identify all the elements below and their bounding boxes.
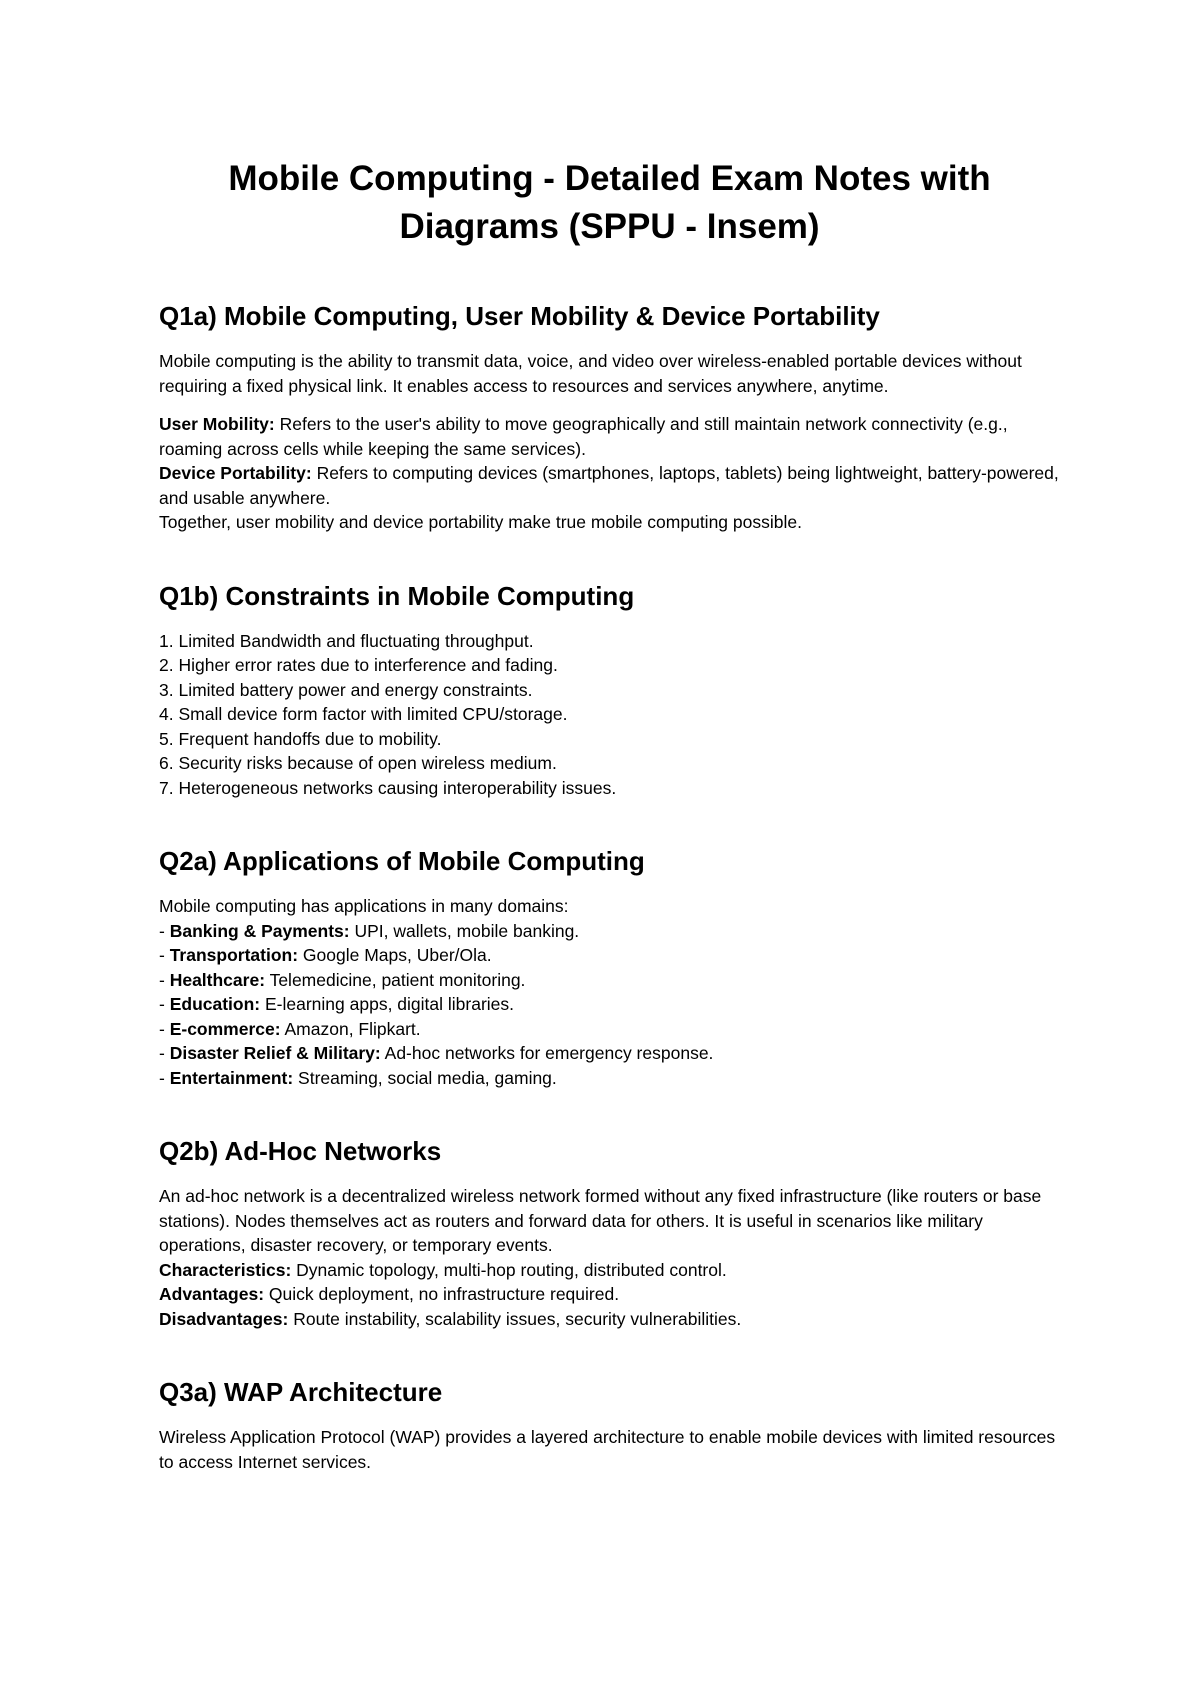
section-q2b — [159, 1134, 1060, 1331]
app-text: Ad-hoc networks for emergency response. — [380, 1043, 714, 1063]
title-line-1: Mobile Computing - Detailed Exam Notes with — [228, 159, 991, 198]
app-label: Transportation: — [169, 945, 299, 965]
advantages-text: Quick deployment, no infrastructure required. — [264, 1284, 620, 1304]
q1b-heading: Q1b) Constraints in Mobile Computing — [159, 580, 635, 611]
q1a-user-mobility — [159, 412, 1060, 461]
list-item: 1. Limited Bandwidth and fluctuating throughput. — [159, 630, 534, 651]
app-text: Google Maps, Uber/Ola. — [298, 945, 492, 965]
q3a-intro: Wireless Application Protocol (WAP) provides a layered architecture to enable mobile devices with limited resources to access Internet services. — [159, 1427, 1056, 1472]
list-item: 3. Limited battery power and energy constraints. — [159, 679, 533, 700]
list-item: - Disaster Relief & Military: Ad-hoc networks for emergency response. — [159, 1043, 714, 1063]
device-portability-label: Device Portability: — [159, 463, 312, 483]
q2b-intro: An ad-hoc network is a decentralized wireless network formed without any fixed infrastructure (like routers or base stations). Nodes themselves act as routers and forward data for others. It is useful in scenarios like military operations, disaster recovery, or temporary events. — [159, 1186, 1042, 1255]
section-q1a — [159, 299, 1060, 535]
app-label: Entertainment: — [169, 1067, 294, 1088]
characteristics-text: Dynamic topology, multi-hop routing, distributed control. — [291, 1259, 727, 1280]
q1a-intro: Mobile computing is the ability to transmit data, voice, and video over wireless-enabled portable devices without requiring a fixed physical link. It enables access to resources and services anywhere, anytime. — [159, 351, 1022, 396]
app-text: E-learning apps, digital libraries. — [260, 994, 515, 1014]
list-item: 7. Heterogeneous networks causing interoperability issues. — [159, 777, 617, 798]
q1a-heading: Q1a) Mobile Computing, User Mobility & Device Portability — [159, 301, 880, 331]
q1a-conclusion: Together, user mobility and device portability make true mobile computing possible. — [159, 512, 802, 532]
q2b-heading: Q2b) Ad-Hoc Networks — [159, 1136, 442, 1166]
disadvantages-label: Disadvantages: — [159, 1308, 289, 1329]
list-item: 2. Higher error rates due to interference and fading. — [159, 655, 558, 675]
user-mobility-text: Refers to the user's ability to move geographically and still maintain network connectivity (e.g., roaming across cells while keeping the same services). — [159, 414, 1008, 459]
characteristics-label: Characteristics: — [159, 1259, 292, 1280]
list-item: - Entertainment: Streaming, social media, gaming. — [159, 1067, 557, 1088]
app-label: Disaster Relief & Military: — [169, 1043, 381, 1063]
list-item: - Transportation: Google Maps, Uber/Ola. — [159, 945, 492, 965]
app-text: Telemedicine, patient monitoring. — [265, 969, 526, 990]
list-item: 5. Frequent handoffs due to mobility. — [159, 728, 442, 749]
section-q1b — [159, 579, 1060, 801]
list-item: - Education: E-learning apps, digital libraries. — [159, 994, 515, 1014]
q2a-intro: Mobile computing has applications in many domains: — [159, 896, 569, 916]
title-line-2: Diagrams (SPPU - Insem) — [399, 207, 820, 246]
app-label: Healthcare: — [169, 969, 266, 990]
advantages-label: Advantages: — [159, 1284, 265, 1304]
app-text: Amazon, Flipkart. — [280, 1018, 421, 1039]
list-item: 6. Security risks because of open wireless medium. — [159, 753, 557, 773]
document-title — [159, 155, 1060, 251]
app-label: Banking & Payments: — [169, 920, 350, 941]
q2b-disadvantages — [159, 1307, 1060, 1332]
disadvantages-text: Route instability, scalability issues, security vulnerabilities. — [288, 1308, 742, 1329]
app-text: Streaming, social media, gaming. — [293, 1067, 557, 1088]
section-q2a — [159, 844, 1060, 1090]
app-label: Education: — [169, 994, 261, 1014]
q2a-heading: Q2a) Applications of Mobile Computing — [159, 846, 645, 876]
q2b-characteristics — [159, 1258, 1060, 1283]
user-mobility-label: User Mobility: — [159, 414, 275, 434]
q3a-heading: Q3a) WAP Architecture — [159, 1377, 443, 1407]
section-q3a — [159, 1375, 1060, 1474]
list-item: - E-commerce: Amazon, Flipkart. — [159, 1018, 421, 1039]
app-text: UPI, wallets, mobile banking. — [349, 920, 580, 941]
list-item: - Healthcare: Telemedicine, patient monitoring. — [159, 969, 526, 990]
q2b-advantages — [159, 1282, 1060, 1307]
app-label: E-commerce: — [169, 1018, 281, 1039]
q1a-device-portability — [159, 461, 1060, 510]
list-item: - Banking & Payments: UPI, wallets, mobile banking. — [159, 920, 580, 941]
list-item: 4. Small device form factor with limited CPU/storage. — [159, 704, 568, 724]
device-portability-text: Refers to computing devices (smartphones, laptops, tablets) being lightweight, battery-powered, and usable anywhere. — [159, 463, 1059, 508]
